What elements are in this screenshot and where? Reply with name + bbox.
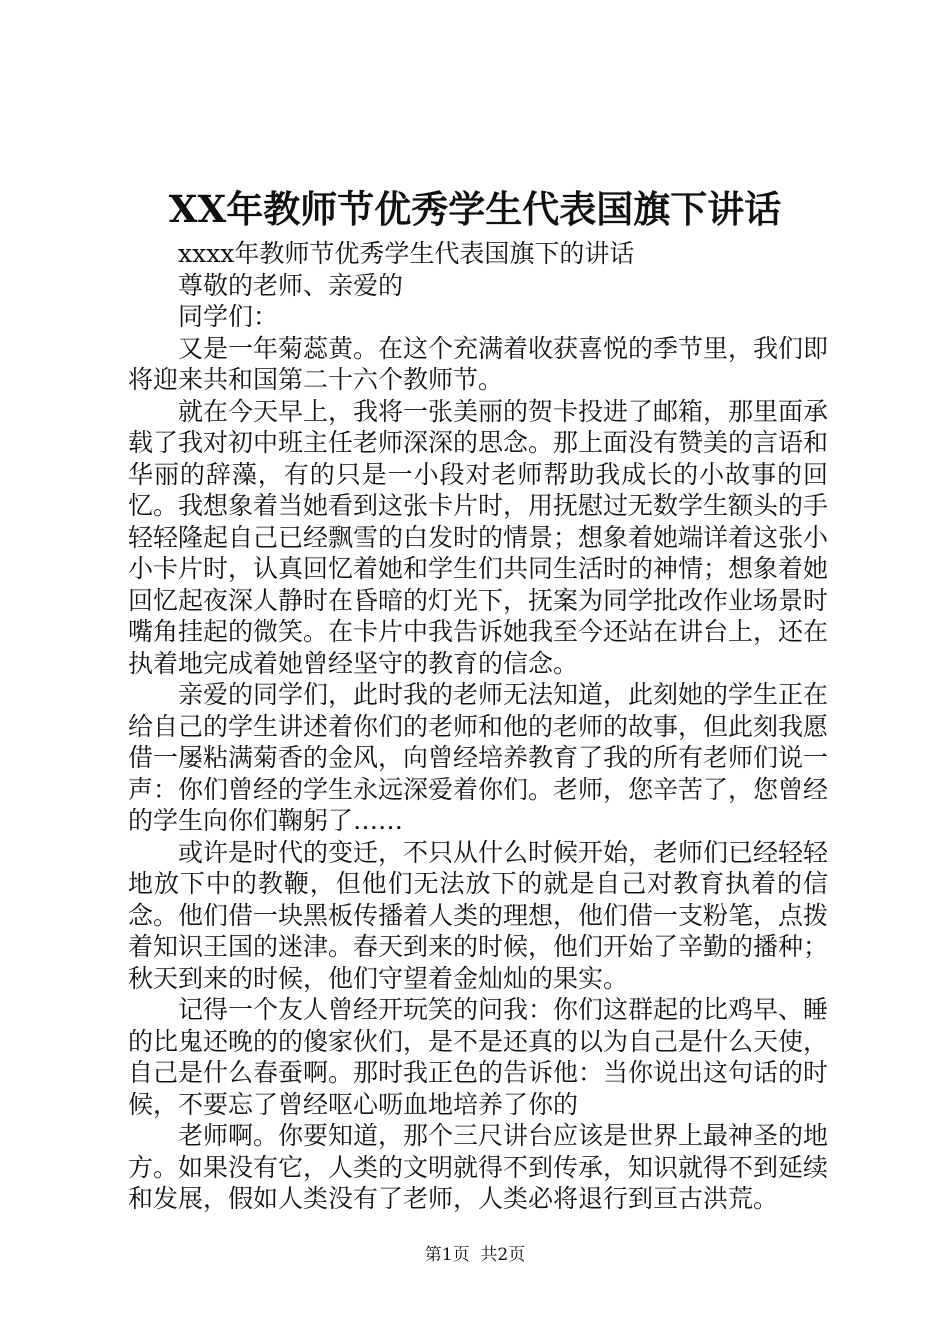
document-title: XX年教师节优秀学生代表国旗下讲话 <box>168 187 782 231</box>
paragraph-sacred-podium: 老师啊。你要知道，那个三尺讲台应该是世界上最神圣的地方。如果没有它，人类的文明就得不到传承，知识就得不到延续和发展，假如人类没有了老师，人类必将退行到亘古洪荒。 <box>128 1121 829 1213</box>
page-total: 共2页 <box>480 1245 526 1265</box>
paragraph-dear-classmates: 亲爱的同学们，此时我的老师无法知道，此刻她的学生正在给自己的学生讲述着你们的老师和他的老师的故事，但此刻我愿借一屡粘满菊香的金风，向曾经培养教育了我的所有老师们说一声：你们曾经的学生永远深爱着你们。老师，您辛苦了，您曾经的学生向你们鞠躬了…… <box>128 680 829 835</box>
page-footer <box>0 1243 950 1267</box>
salutation-line-1: 尊敬的老师、亲爱的 <box>178 270 404 300</box>
document-body <box>128 238 828 1215</box>
page-number: 第1页 <box>424 1245 470 1265</box>
salutation-line-2: 同学们： <box>178 302 279 331</box>
paragraph-greeting-card: 就在今天早上，我将一张美丽的贺卡投进了邮箱，那里面承载了我对初中班主任老师深深的思念。那上面没有赞美的言语和华丽的辞藻，有的只是一小段对老师帮助我成长的小故事的回忆。我想象着当她看到这张卡片时，用抚慰过无数学生额头的手轻轻隆起自己已经飘雪的白发时的情景；想象着她端详着这张小小卡片时，认真回忆着她和学生们共同生活时的神情；想象着她回忆起夜深人静时在昏暗的灯光下，抚案为同学批改作业场景时嘴角挂起的微笑。在卡片中我告诉她我至今还站在讲台上，还在执着地完成着她曾经坚守的教育的信念。 <box>128 396 829 678</box>
paragraph-teachers-belief: 或许是时代的变迁，不只从什么时候开始，老师们已经轻轻地放下中的教鞭，但他们无法放下的就是自己对教育执着的信念。他们借一块黑板传播着人类的理想，他们借一支粉笔，点拨着知识王国的迷津。春天到来的时候，他们开始了辛勤的播种；秋天到来的时候，他们守望着金灿灿的果实。 <box>128 837 829 993</box>
speech-heading: xxxx年教师节优秀学生代表国旗下的讲话 <box>178 239 635 268</box>
paragraph-friend-joke: 记得一个友人曾经开玩笑的问我：你们这群起的比鸡早、睡的比鬼还晚的的傻家伙们，是不是还真的以为自己是什么天使，自己是什么春蚕啊。那时我正色的告诉他：当你说出这句话的时候，不要忘了曾经呕心呖血地培养了你的 <box>128 995 829 1119</box>
paragraph-opening: 又是一年菊蕊黄。在这个充满着收获喜悦的季节里，我们即将迎来共和国第二十六个教师节。 <box>128 333 829 394</box>
